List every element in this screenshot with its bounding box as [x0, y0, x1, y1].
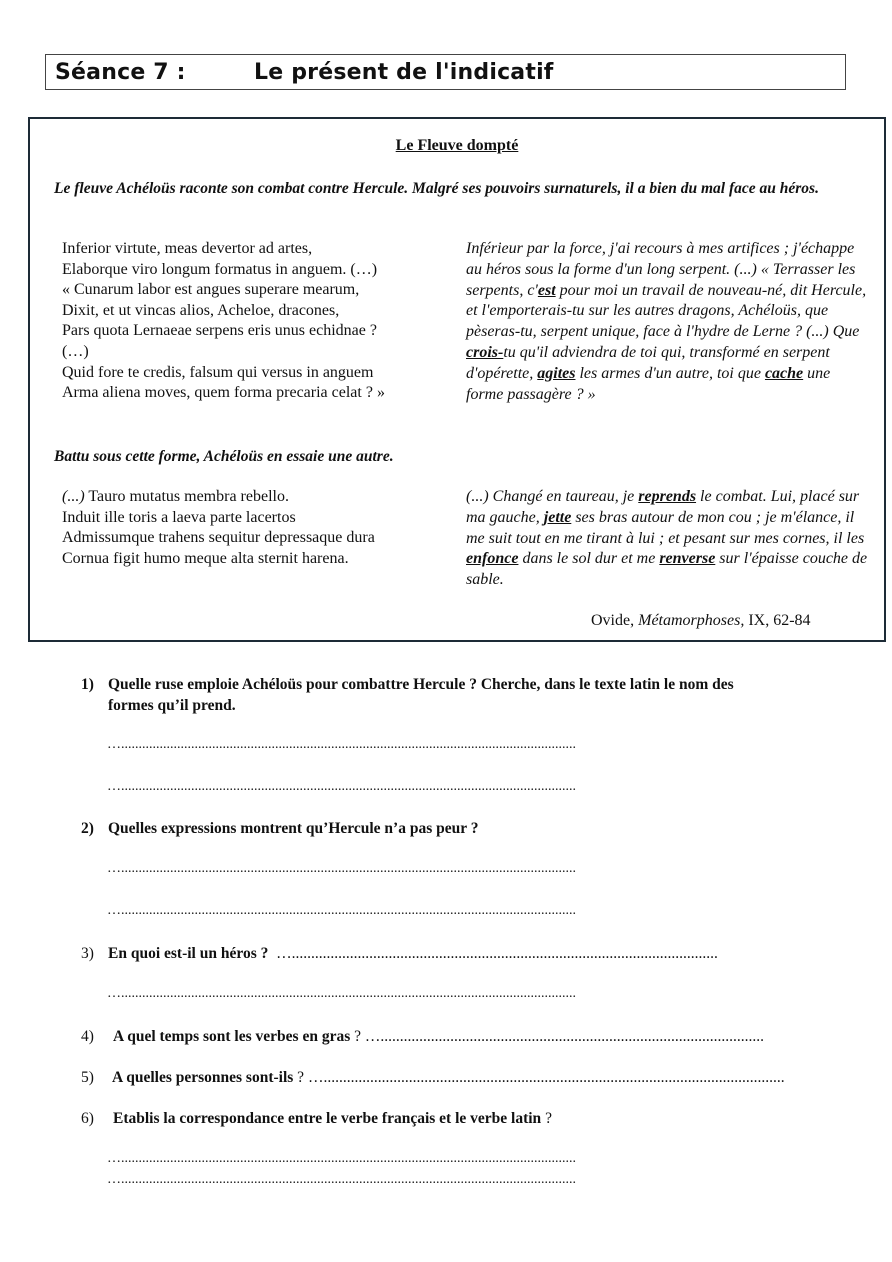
text-passage-box	[28, 117, 886, 642]
bold-verb: jette	[543, 508, 572, 526]
latin-line: Admissumque trahens sequitur depressaque dura	[62, 529, 375, 547]
source-citation: Ovide, Métamorphoses, IX, 62-84	[591, 612, 811, 629]
answer-line[interactable]: …..............................................................................................................	[276, 945, 718, 962]
latin-line: Elaborque viro longum formatus in anguem. (…)	[62, 260, 378, 278]
latin-line: Dixit, et ut vincas alios, Acheloe, dracones,	[62, 301, 340, 319]
bold-verb: enfonce	[466, 550, 519, 568]
bold-verb: reprends	[638, 488, 697, 505]
answer-line[interactable]: …..................................................................................................................................	[107, 1172, 576, 1187]
french-translation-1: Inférieur par la force, j'ai recours à mes artifices ; j'échappe au héros sous la forme d'un long serpent. (...) « Terrasser les serpents, c'est pour moi un travail de nouveau-né, dit Hercule, et l'emporterais-tu sur les autres dragons, Achéloüs, que pèseras-tu, serpent unique, face à l'hydre de Lerne ? (...) Que crois-tu qu'il adviendra de toi qui, transformé en serpent d'opérette, agites les armes d'un autre, toi que cache une forme passagère ? »	[466, 240, 867, 403]
answer-line[interactable]: …..................................................................................................................................	[107, 861, 576, 876]
latin-line: « Cunarum labor est angues superare mearum,	[62, 281, 360, 299]
latin-line: (…)	[62, 342, 89, 360]
bold-verb: crois-	[466, 343, 504, 361]
latin-line: Arma aliena moves, quem forma precaria celat ? »	[62, 384, 385, 402]
latin-line: Pars quota Lernaeae serpens eris unus echidnae ?	[62, 322, 377, 340]
intro-2: Battu sous cette forme, Achéloüs en essaie une autre.	[54, 448, 394, 465]
session-title-box	[45, 54, 846, 90]
answer-line[interactable]: …..................................................................................................................................	[107, 903, 576, 918]
answer-line[interactable]: …..................................................................................................................................	[107, 779, 576, 794]
bold-verb: agites	[537, 364, 576, 382]
french-translation-2: (...) Changé en taureau, je reprends le combat. Lui, placé sur ma gauche, jette ses bras autour de mon cou ; je m'élance, il me suit tout en me tirant à lui ; et pesant sur mes cornes, il les enfonce dans le sol dur et me renverse sur l'épaisse couche de sable.	[466, 488, 868, 589]
latin-line: Induit ille toris a laeva parte lacertos	[62, 508, 296, 526]
latin-line: Quid fore te credis, falsum qui versus in anguem	[62, 363, 374, 381]
intro-1: Le fleuve Achéloüs raconte son combat contre Hercule. Malgré ses pouvoirs surnaturels, il a bien du mal face au héros.	[54, 180, 819, 197]
latin-line: Inferior virtute, meas devertor ad artes,	[62, 240, 313, 257]
answer-line[interactable]: …...................................................................................................	[364, 1028, 764, 1045]
bold-verb: est	[537, 281, 556, 299]
answer-line[interactable]: …..................................................................................................................................	[107, 1151, 576, 1166]
page-title: Le présent de l'indicatif	[254, 60, 554, 85]
latin-text-2	[62, 487, 462, 569]
answer-line[interactable]: …..................................................................................................................................	[107, 737, 576, 752]
answer-line[interactable]: ….......................................................................................................................	[307, 1069, 785, 1086]
session-number: Séance 7 :	[55, 60, 186, 85]
text-title: Le Fleuve dompté	[395, 137, 519, 154]
bold-verb: cache	[764, 364, 804, 382]
bold-verb: renverse	[659, 550, 716, 568]
latin-text-1	[62, 239, 462, 404]
latin-line: (...) Tauro mutatus membra rebello.	[62, 488, 289, 505]
answer-line[interactable]: …..................................................................................................................................	[107, 986, 576, 1001]
latin-line: Cornua figit humo meque alta sternit harena.	[62, 549, 349, 567]
